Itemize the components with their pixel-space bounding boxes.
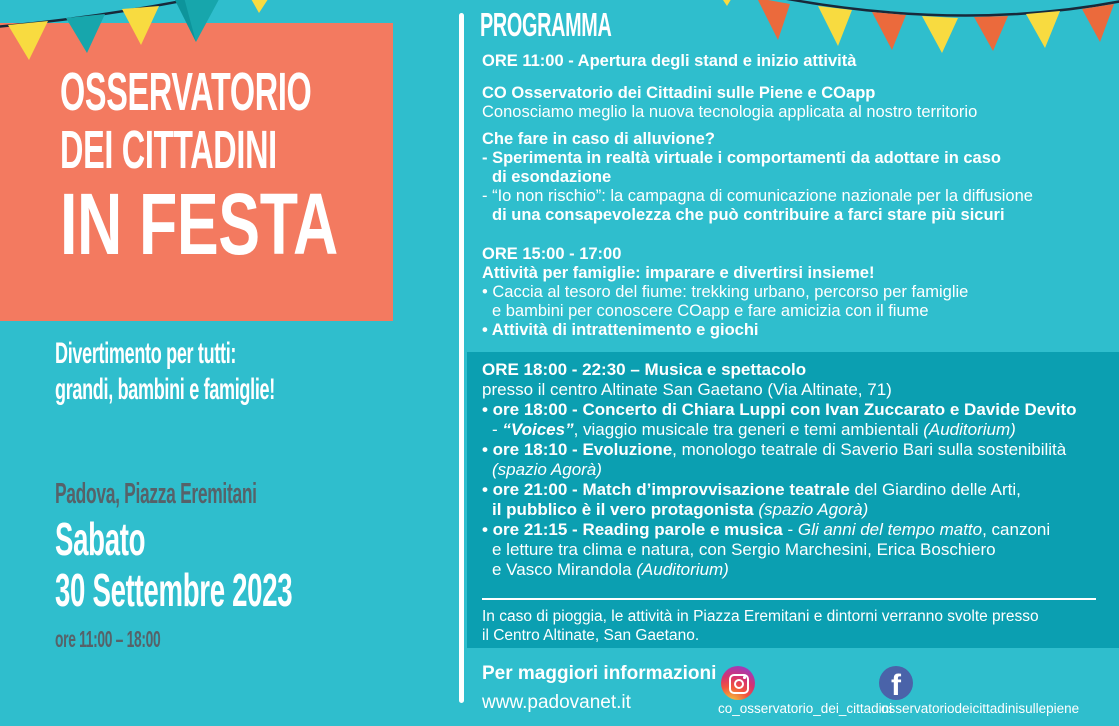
event-title-line: OSSERVATORIO [60,62,312,122]
text-run: Attività per famiglie: imparare e divertirsi insieme! [482,264,875,282]
text-run: (Auditorium) [923,420,1016,439]
note-divider-line [482,598,1096,600]
text-line [482,264,1107,283]
facebook-handle[interactable]: osservatoriodeicittadinisullepiene [881,701,1080,716]
text-run: - [782,520,798,539]
text-line [482,400,1107,420]
event-date-line: Sabato [55,513,146,565]
text-run: , viaggio musicale tra generi e temi ambientali [573,420,924,439]
text-line [482,302,1107,321]
event-location: Padova, Piazza Eremitani [55,478,257,510]
text-run: di una consapevolezza che può contribuire a farci stare più sicuri [492,206,1005,224]
footer-info-label: Per maggiori informazioni [482,663,717,684]
text-line [482,360,1107,380]
text-run: ORE 18:00 - 22:30 – Musica e spettacolo [482,360,807,379]
text-run: - [492,420,503,439]
text-run: (Auditorium) [636,560,729,579]
text-line [482,321,1107,340]
program-section-famiglie [482,245,1107,340]
text-run: (spazio Agorà) [758,500,869,519]
text-line [482,206,1107,225]
text-run: il Centro Altinate, San Gaetano. [482,627,700,644]
text-run: , monologo teatrale di Saverio Bari sulla sostenibilità [672,440,1067,459]
text-line [482,52,1107,71]
text-line [482,130,1107,149]
event-date [55,514,451,616]
text-line [482,500,1107,520]
instagram-dot [743,676,746,679]
event-title-line: DEI CITTADINI [60,120,277,180]
event-subtitle-line: Divertimento per tutti: [55,337,237,370]
event-subtitle [55,336,422,408]
event-hours: ore 11:00 – 18:00 [55,626,161,652]
text-run: Conosciamo meglio la nuova tecnologia applicata al nostro territorio [482,103,978,121]
instagram-icon[interactable] [721,666,755,700]
facebook-icon[interactable] [879,666,913,700]
text-run: “Voices” [502,420,574,439]
text-run: ORE 15:00 - 17:00 [482,245,622,263]
program-section-coapp [482,84,1107,122]
text-line [482,607,1107,626]
program-heading: PROGRAMMA [480,6,612,43]
text-run: • ore 21:00 - Match d’improvvisazione teatrale [482,480,850,499]
website-link[interactable]: www.padovanet.it [482,692,631,713]
text-line [482,168,1107,187]
event-subtitle-line: grandi, bambini e famiglie! [55,373,275,406]
text-line [482,84,1107,103]
text-line [482,520,1107,540]
text-line [482,460,1107,480]
text-line [482,626,1107,645]
text-run: , canzoni [982,520,1051,539]
event-title [60,63,479,271]
text-run: (spazio Agorà) [492,460,602,479]
weather-note [482,607,1107,645]
text-run: di esondazione [492,168,612,186]
text-run: • ore 18:00 - Concerto di Chiara Luppi con Ivan Zuccarato e Davide Devito [482,400,1077,419]
text-run: del Giardino delle Arti, [849,480,1021,499]
text-run: ORE 11:00 - Apertura degli stand e inizio attività [482,52,857,70]
program-section-alluvione [482,130,1107,225]
text-run: e letture tra clima e natura, con Sergio Marchesini, Erica Boschiero [492,540,996,559]
text-run: e Vasco Mirandola [492,560,637,579]
text-run: Che fare in caso di alluvione? [482,130,715,148]
text-line [482,480,1107,500]
instagram-lens [734,679,744,689]
facebook-glyph: f [891,669,901,700]
event-date-line: 30 Settembre 2023 [55,564,293,616]
text-run: il pubblico è il vero protagonista [492,500,759,519]
text-run: • ore 21:15 - Reading parole e musica [482,520,783,539]
text-run: • ore 18:10 - Evoluzione [482,440,673,459]
text-line [482,540,1107,560]
text-line [482,149,1107,168]
instagram-handle[interactable]: co_osservatorio_dei_cittadini [718,701,893,716]
text-run: presso il centro Altinate San Gaetano (Via Altinate, 71) [482,380,892,399]
text-line [482,440,1107,460]
text-run: - Sperimenta in realtà virtuale i comportamenti da adottare in caso [482,149,1001,167]
text-run: e bambini per conoscere COapp e fare amicizia con il fiume [492,302,929,320]
bunting-right-icon [690,0,1119,60]
program-section-musica [482,360,1107,580]
text-run: • Caccia al tesoro del fiume: trekking urbano, percorso per famiglie [482,283,969,301]
program-section-opening [482,52,1107,71]
text-run: CO Osservatorio dei Cittadini sulle Piene e COapp [482,84,876,102]
text-line [482,187,1107,206]
text-line [482,245,1107,264]
event-title-card [0,23,393,321]
event-title-line: IN FESTA [60,176,338,273]
text-line [482,380,1107,400]
divider-line [459,13,464,703]
text-run: In caso di pioggia, le attività in Piazza Eremitani e dintorni verranno svolte presso [482,608,1039,625]
text-line [482,103,1107,122]
text-line [482,420,1107,440]
text-run: - “Io non rischio”: la campagna di comunicazione nazionale per la diffusione [482,187,1033,205]
text-run: • Attività di intrattenimento e giochi [482,321,759,339]
text-line [482,283,1107,302]
text-line [482,560,1107,580]
text-run: Gli anni del tempo matto [797,520,983,539]
